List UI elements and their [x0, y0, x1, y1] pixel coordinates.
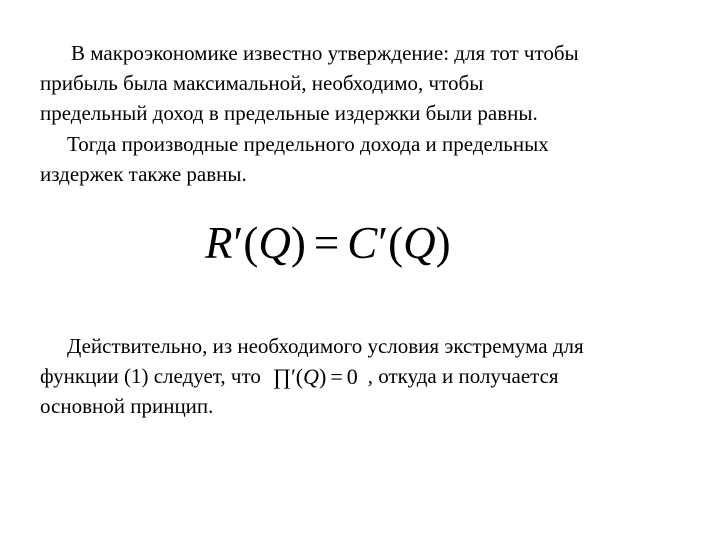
formula-profit-derivative-zero [273, 366, 358, 388]
formula-rhs-prime: ′ [378, 218, 389, 268]
formula-inline-value: 0 [346, 364, 358, 389]
formula-lhs-prime: ′ [233, 218, 244, 268]
formula-inline-variable: Q [303, 364, 320, 389]
formula-equals-sign: = [313, 218, 340, 268]
paragraph2-line1: Тогда производные предельного дохода и предельных [67, 132, 549, 156]
formula-marginal-revenue-equals-marginal-cost [205, 217, 451, 269]
paragraph1-line1: В макроэкономике известно утверждение: для тот чтобы [71, 41, 579, 65]
paragraph-profit-maximization [40, 38, 680, 128]
paragraph-derivatives-equal [40, 129, 680, 189]
paragraph1-line3: предельный доход в предельные издержки были равны. [40, 101, 538, 125]
formula-lhs-open-paren: ( [243, 218, 259, 268]
paragraph2-line2: издержек также равны. [40, 162, 247, 186]
paragraph1-line2: прибыль была максимальной, необходимо, чтобы [40, 71, 484, 95]
formula-inline-equals: = [330, 364, 343, 389]
formula-inline-close-paren: ) [319, 364, 327, 389]
paragraph3-line2-after: , откуда и получается [367, 364, 559, 388]
formula-rhs-close-paren: ) [435, 218, 451, 268]
paragraph-extremum-condition [40, 331, 680, 421]
formula-inline-function: ∏ [272, 364, 291, 389]
formula-rhs-variable: Q [403, 218, 436, 268]
formula-lhs-variable: Q [258, 218, 291, 268]
formula-inline-open-paren: ( [295, 364, 304, 389]
formula-rhs-open-paren: ( [388, 218, 404, 268]
paragraph3-line1: Действительно, из необходимого условия экстремума для [67, 334, 584, 358]
formula-lhs-function: R [205, 218, 233, 268]
paragraph3-line3: основной принцип. [40, 394, 214, 418]
formula-lhs-close-paren: ) [290, 218, 306, 268]
paragraph3-line2-before: функции (1) следует, что [40, 364, 261, 388]
formula-rhs-function: C [347, 218, 378, 268]
formula-inline-prime: ′ [290, 364, 296, 389]
